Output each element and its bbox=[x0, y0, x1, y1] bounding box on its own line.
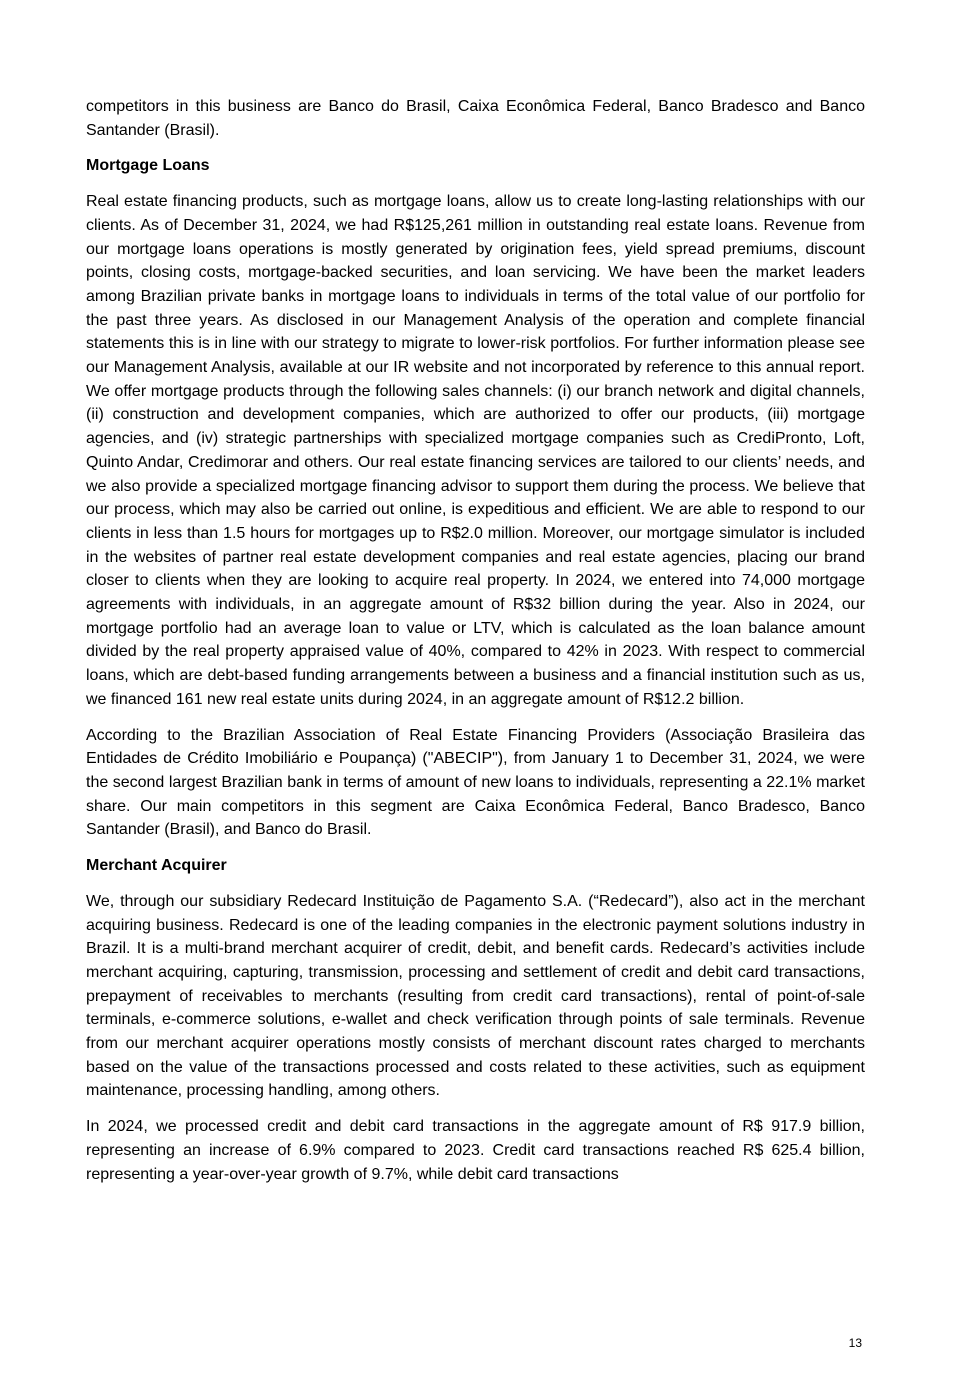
mortgage-paragraph-1: Real estate financing products, such as mortgage loans, allow us to create long-lasting relationships with our clients. As of December 31, 2024, we had R$125,261 million in outstanding real estate loans. Revenue from our mortgage loans operations is mostly generated by origination fees, yield spread premiums, discount points, closing costs, mortgage-backed securities, and loan servicing. We have been the market leaders among Brazilian private banks in mortgage loans to individuals in terms of the total value of our portfolio for the past three years. As disclosed in our Management Analysis of the operation and complete financial statements this is in line with our strategy to migrate to lower-risk portfolios. For further information please see our Management Analysis, available at our IR website and not incorporated by reference to this annual report. We offer mortgage products through the following sales channels: (i) our branch network and digital channels, (ii) construction and development companies, which are authorized to offer our products, (iii) mortgage agencies, and (iv) strategic partnerships with specialized mortgage companies such as CrediPronto, Loft, Quinto Andar, Credimorar and others. Our real estate financing services are tailored to our clients’ needs, and we also provide a specialized mortgage financing advisor to support them during the process. We believe that our process, which may also be carried out online, is expeditious and efficient. We are able to respond to our clients in less than 1.5 hours for mortgages up to R$2.0 million. Moreover, our mortgage simulator is included in the websites of partner real estate development companies and real estate agencies, placing our brand closer to clients when they are looking to acquire real property. In 2024, we entered into 74,000 mortgage agreements with individuals, in an aggregate amount of R$32 billion during the year. Also in 2024, our mortgage portfolio had an average loan to value or LTV, which is calculated as the loan balance amount divided by the real property appraised value of 40%, compared to 42% in 2023. With respect to commercial loans, which are debt-based funding arrangements between a business and a financial institution such as us, we financed 161 new real estate units during 2024, in an aggregate amount of R$12.2 billion. bbox=[86, 193, 865, 708]
mortgage-loans-heading: Mortgage Loans bbox=[86, 157, 210, 175]
merchant-paragraph-1: We, through our subsidiary Redecard Instituição de Pagamento S.A. (“Redecard”), also act in the merchant acquiring business. Redecard is one of the leading companies in the electronic payment solutions industry in Brazil. It is a multi-brand merchant acquirer of credit, debit, and benefit cards. Redecard’s activities include merchant acquiring, capturing, transmission, processing and settlement of credit and debit card transactions, prepayment of receivables to merchants (resulting from credit card transactions), rental of point-of-sale terminals, e-commerce solutions, e-wallet and check verification through points of sale terminals. Revenue from our merchant acquirer operations mostly consists of merchant discount rates charged to merchants based on the value of the transactions processed and costs related to these activities, such as equipment maintenance, processing handling, among others. bbox=[86, 892, 865, 1100]
page-number: 13 bbox=[848, 1336, 862, 1350]
intro-paragraph: competitors in this business are Banco do Brasil, Caixa Econômica Federal, Banco Bradesco and Banco Santander (Brasil). bbox=[86, 98, 865, 139]
merchant-acquirer-heading: Merchant Acquirer bbox=[86, 857, 227, 875]
mortgage-paragraph-2: According to the Brazilian Association of Real Estate Financing Providers (Associação Brasileira das Entidades de Crédito Imobiliário e Poupança) ("ABECIP"), from January 1 to December 31, 2024, we were the second largest Brazilian bank in terms of amount of new loans to individuals, representing a 22.1% market share. Our main competitors in this segment are Caixa Econômica Federal, Banco Bradesco, Banco Santander (Brasil), and Banco do Brasil. bbox=[86, 726, 865, 839]
document-page bbox=[86, 95, 865, 1186]
merchant-paragraph-2: In 2024, we processed credit and debit card transactions in the aggregate amount of R$ 917.9 billion, representing an increase of 6.9% compared to 2023. Credit card transactions reached R$ 625.4 billion, representing a year-over-year growth of 9.7%, while debit card transactions bbox=[86, 1118, 865, 1183]
